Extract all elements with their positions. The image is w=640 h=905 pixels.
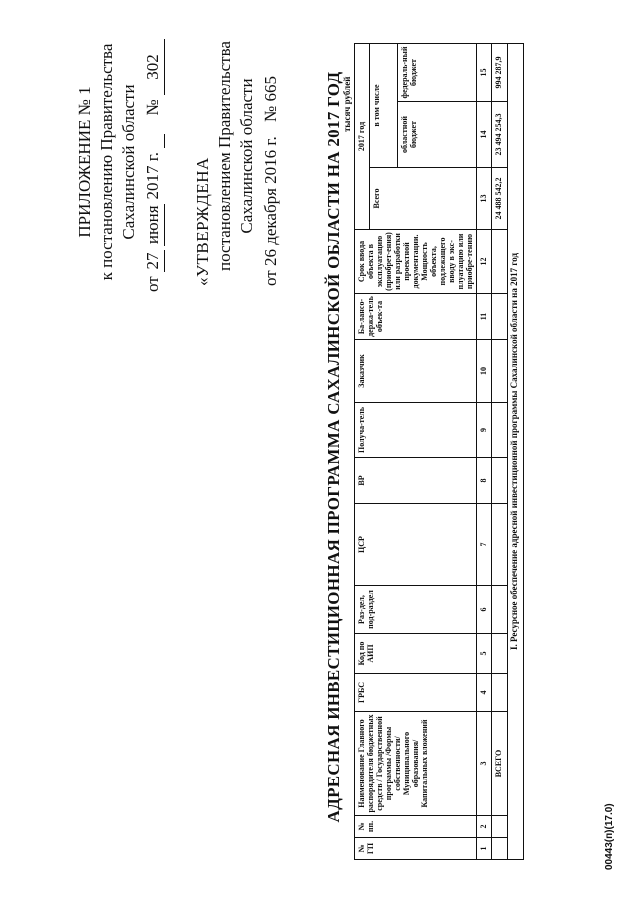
total-label: ВСЕГО: [492, 712, 508, 816]
annex-subtitle: к постановлению Правительства: [97, 43, 116, 281]
col-vr: ВР: [355, 458, 477, 504]
col-term: Срок ввода объекта в эксплуатацию (приобрет-ения) или разработки проектной документации. Мощность объекта, подлежащего вводу в экс-плуатацию или приобре-тению: [355, 230, 477, 294]
annex-block: [74, 32, 165, 292]
annex-date-year: 2017 г.: [143, 151, 162, 200]
document-page: [12, 12, 615, 892]
approved-date: 26 декабря 2016 г.: [261, 136, 280, 267]
col-customer: Заказчик: [355, 340, 477, 403]
section-row: [508, 43, 524, 859]
document-code: 00443(п)(17.0): [604, 803, 615, 870]
annex-date-line: от 27 июня 2017 г. № 302: [142, 32, 165, 292]
approved-region: Сахалинской области: [237, 78, 256, 234]
total-all: 24 488 542,2: [492, 168, 508, 230]
col-year: 2017 год: [355, 43, 370, 229]
col-name: Наименование Главного распорядителя бюджетных средств / Государственной программы /Формы собственности/ Муниципального образования/ Капитальных вложений: [355, 712, 477, 816]
col-holder: Ба-лансо-держа-тель объек-та: [355, 294, 477, 340]
approved-subtitle: постановлением Правительства: [215, 41, 234, 271]
approved-title: «УТВЕРЖДЕНА: [193, 157, 212, 286]
approved-block: [192, 26, 282, 286]
col-pp: № пп.: [355, 816, 477, 838]
col-aip-code: Код по АИП: [355, 634, 477, 674]
col-regional: областной бюджет: [398, 102, 477, 168]
col-grbs: ГРБС: [355, 674, 477, 712]
investment-table: [354, 43, 524, 860]
approved-date-line: от 26 декабря 2016 г. № 665: [261, 76, 280, 286]
units-label: тысяч рублей: [342, 76, 352, 132]
col-gp: № ГП: [355, 838, 477, 860]
approved-number: 665: [261, 76, 280, 102]
total-row: [492, 43, 508, 859]
col-including: в том числе: [370, 43, 398, 167]
total-federal: 994 287,9: [492, 43, 508, 101]
col-section: Раз-дел, под-раздел: [355, 586, 477, 634]
col-total: Всего: [370, 168, 477, 230]
table-header-row: [355, 43, 370, 859]
column-numbers-row: 1 2 3 4 5 6 7 8 9 10 11 12 13 14 15: [477, 43, 492, 859]
col-csr: ЦСР: [355, 504, 477, 586]
col-recipient: Получа-тель: [355, 403, 477, 458]
section-title: I. Ресурсное обеспечение адресной инвестиционной программы Сахалинской области на 2017 год: [508, 43, 524, 859]
annex-region: Сахалинской области: [119, 84, 138, 240]
page-title: АДРЕСНАЯ ИНВЕСТИЦИОННАЯ ПРОГРАММА САХАЛИНСКОЙ ОБЛАСТИ НА 2017 ГОД: [324, 71, 343, 823]
col-federal: федераль-ный бюджет: [398, 43, 477, 101]
annex-title: ПРИЛОЖЕНИЕ № 1: [75, 86, 94, 238]
annex-date-day: 27: [142, 250, 165, 272]
total-regional: 23 494 254,3: [492, 102, 508, 168]
annex-date-month: июня: [142, 204, 165, 246]
annex-number: 302: [142, 39, 165, 95]
